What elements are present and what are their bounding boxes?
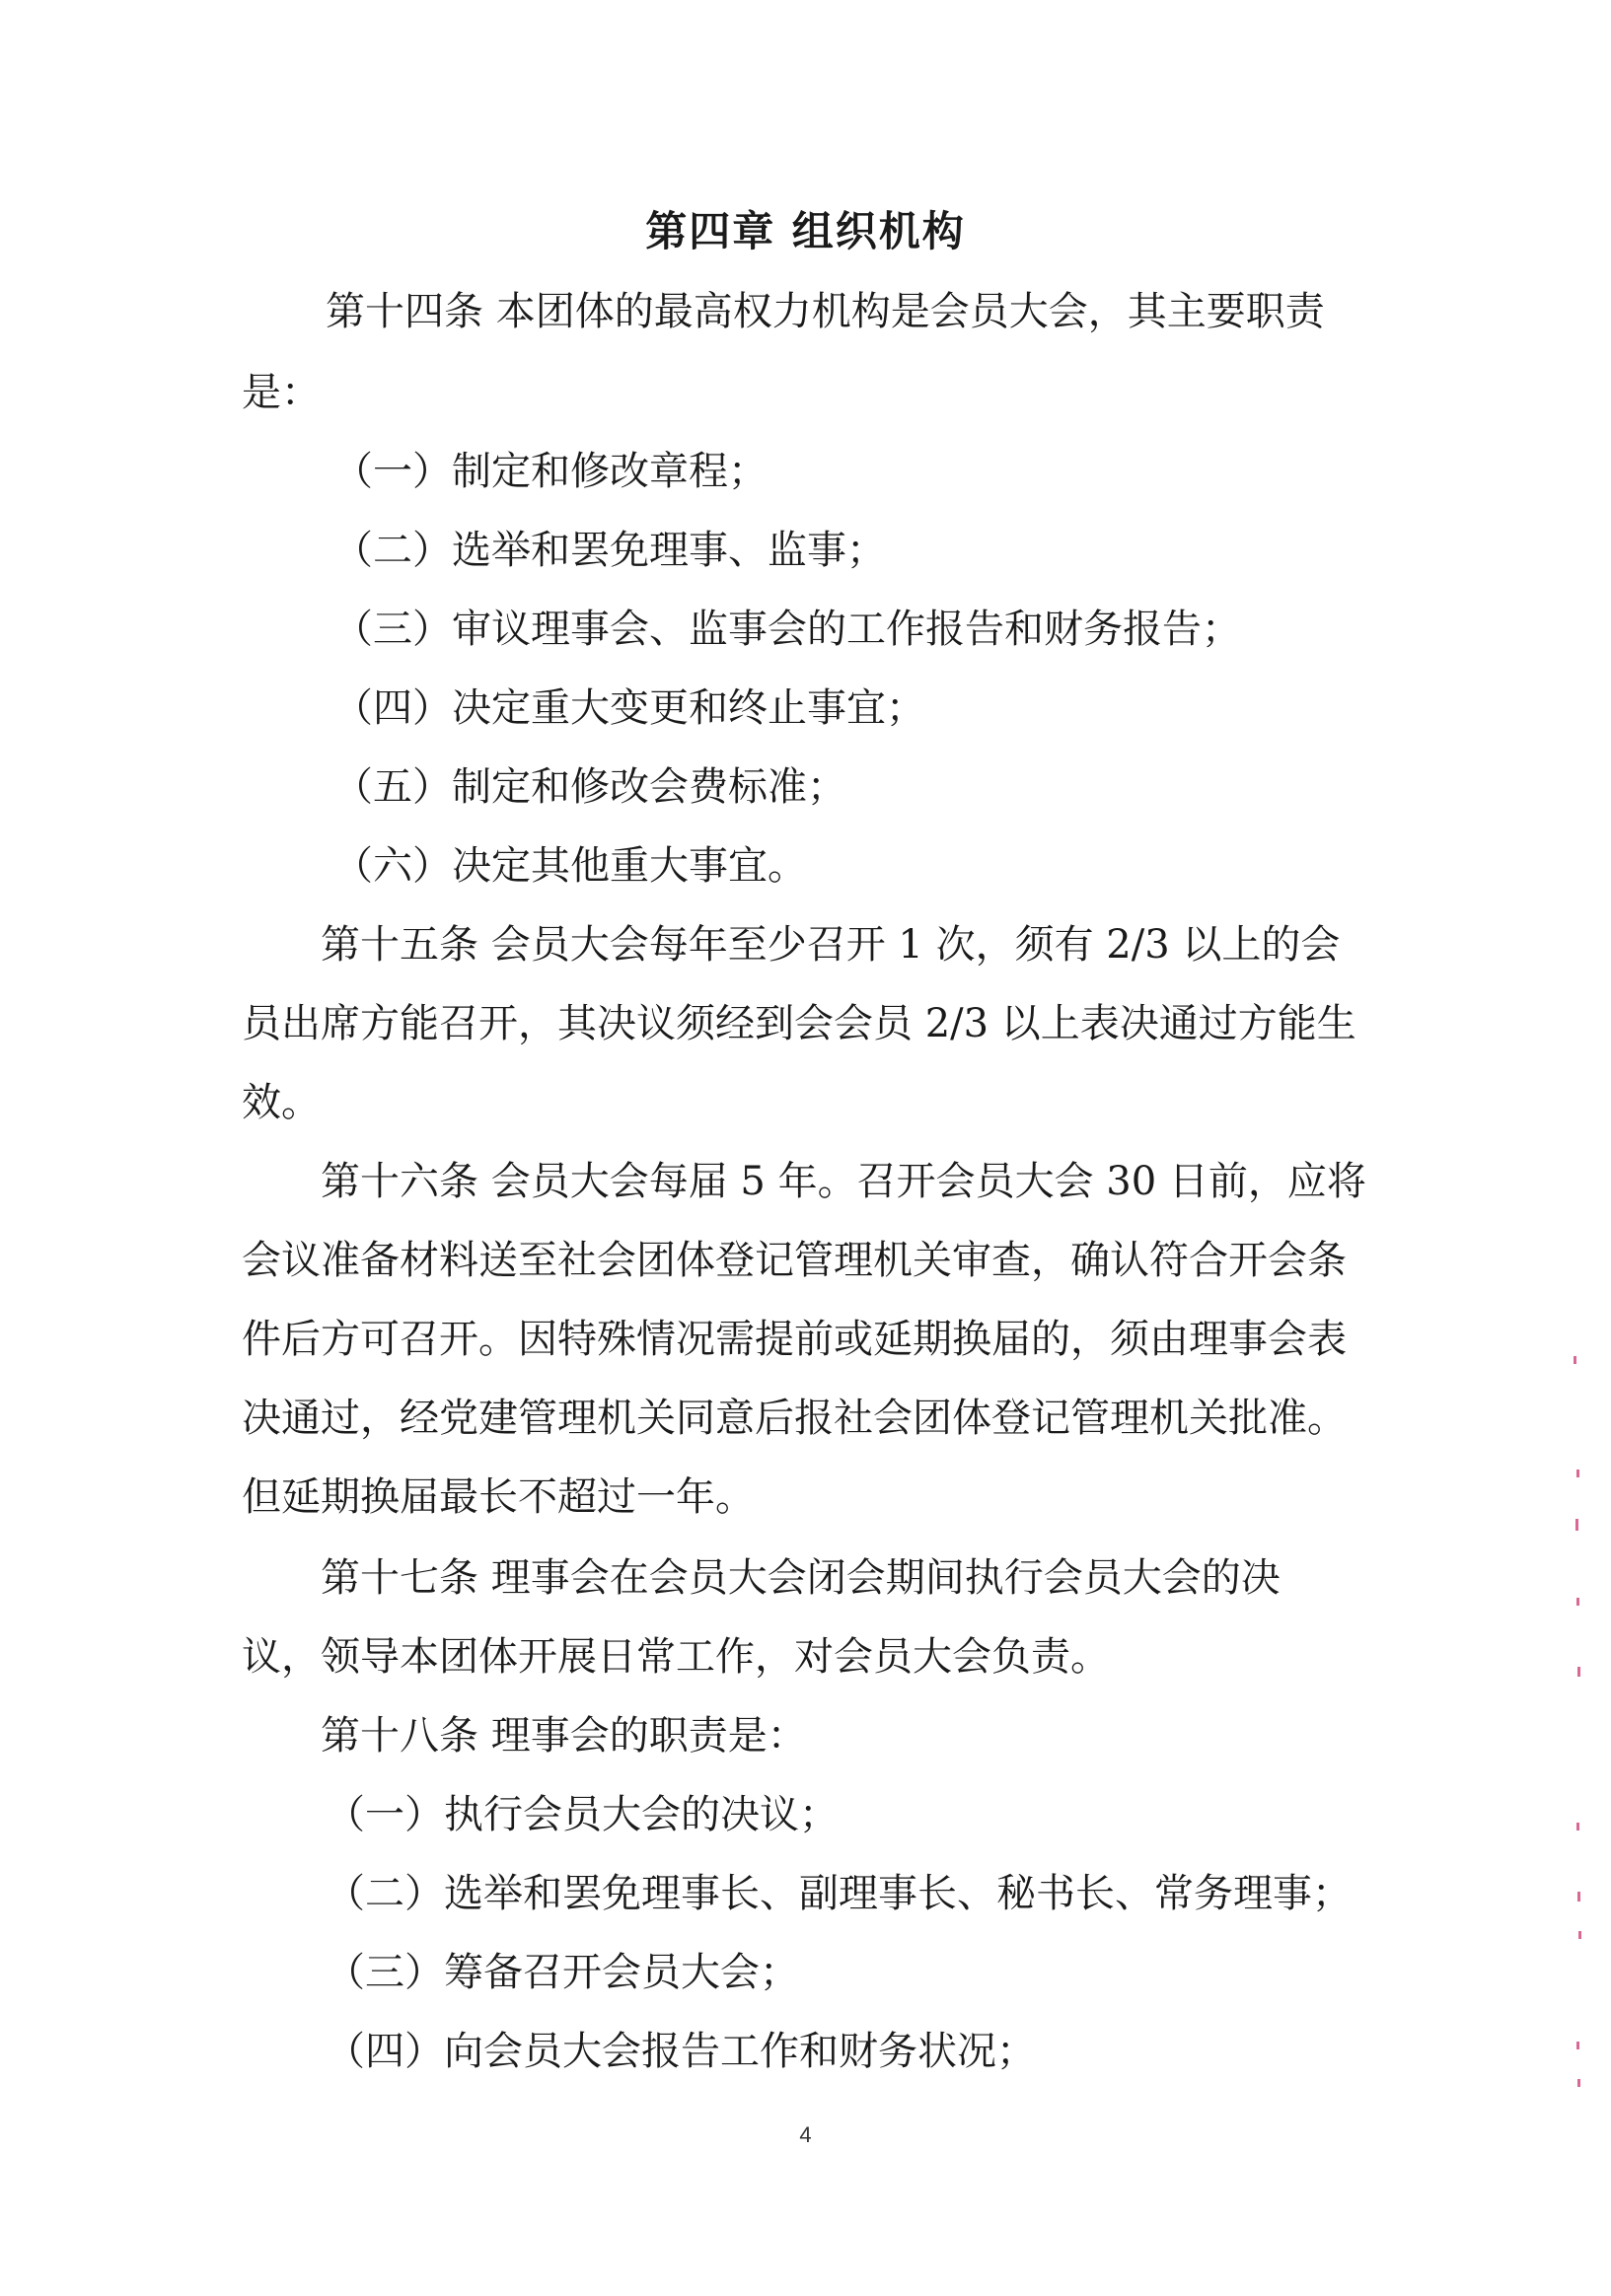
chapter-title: 第四章 组织机构 xyxy=(645,207,966,255)
article-18-item-3: （三）筹备召开会员大会； xyxy=(326,1950,799,1995)
article-15-line-3: 效。 xyxy=(242,1080,321,1125)
article-17-line-2: 议，领导本团体开展日常工作，对会员大会负责。 xyxy=(242,1634,1110,1680)
scan-artifact-mark xyxy=(1578,1931,1581,1939)
scan-artifact-mark xyxy=(1576,1598,1579,1606)
scan-artifact-mark xyxy=(1577,2079,1580,2087)
article-16-line-2: 会议准备材料送至社会团体登记管理机关审查，确认符合开会条 xyxy=(242,1238,1347,1283)
article-14-item-5: （五）制定和修改会费标准； xyxy=(333,764,846,810)
scan-artifact-mark xyxy=(1577,1667,1580,1677)
page-number: 4 xyxy=(799,2122,812,2147)
article-14-item-6: （六）决定其他重大事宜。 xyxy=(333,843,807,889)
article-14-item-4: （四）决定重大变更和终止事宜； xyxy=(333,685,925,731)
article-16-line-5: 但延期换届最长不超过一年。 xyxy=(242,1474,755,1520)
article-16-line-4: 决通过，经党建管理机关同意后报社会团体登记管理机关批准。 xyxy=(242,1396,1347,1441)
scan-artifact-mark xyxy=(1576,1470,1579,1477)
article-14-item-3: （三）审议理事会、监事会的工作报告和财务报告； xyxy=(333,607,1241,652)
article-18-item-2: （二）选举和罢免理事长、副理事长、秘书长、常务理事； xyxy=(326,1871,1352,1916)
scan-artifact-mark xyxy=(1574,1356,1576,1364)
article-14-line-1: 第十四条 本团体的最高权力机构是会员大会，其主要职责 xyxy=(326,289,1325,334)
article-15-line-2: 员出席方能召开，其决议须经到会会员 2/3 以上表决通过方能生 xyxy=(242,1001,1356,1046)
article-18-item-1: （一）执行会员大会的决议； xyxy=(326,1792,839,1837)
article-18-line-1: 第十八条 理事会的职责是： xyxy=(321,1713,807,1758)
scan-artifact-mark xyxy=(1575,1519,1578,1531)
article-16-line-3: 件后方可召开。因特殊情况需提前或延期换届的，须由理事会表 xyxy=(242,1317,1347,1362)
article-15-line-1: 第十五条 会员大会每年至少召开 1 次，须有 2/3 以上的会 xyxy=(321,922,1341,968)
scan-artifact-mark xyxy=(1576,1823,1579,1830)
article-17-line-1: 第十七条 理事会在会员大会闭会期间执行会员大会的决 xyxy=(321,1555,1281,1601)
scan-artifact-mark xyxy=(1577,1892,1580,1901)
article-18-item-4: （四）向会员大会报告工作和财务状况； xyxy=(326,2029,1036,2074)
article-14-line-2: 是： xyxy=(242,370,321,415)
article-14-item-1: （一）制定和修改章程； xyxy=(333,449,768,494)
scan-artifact-mark xyxy=(1576,2042,1579,2049)
article-14-item-2: （二）选举和罢免理事、监事； xyxy=(333,528,886,573)
article-16-line-1: 第十六条 会员大会每届 5 年。召开会员大会 30 日前，应将 xyxy=(321,1159,1366,1204)
